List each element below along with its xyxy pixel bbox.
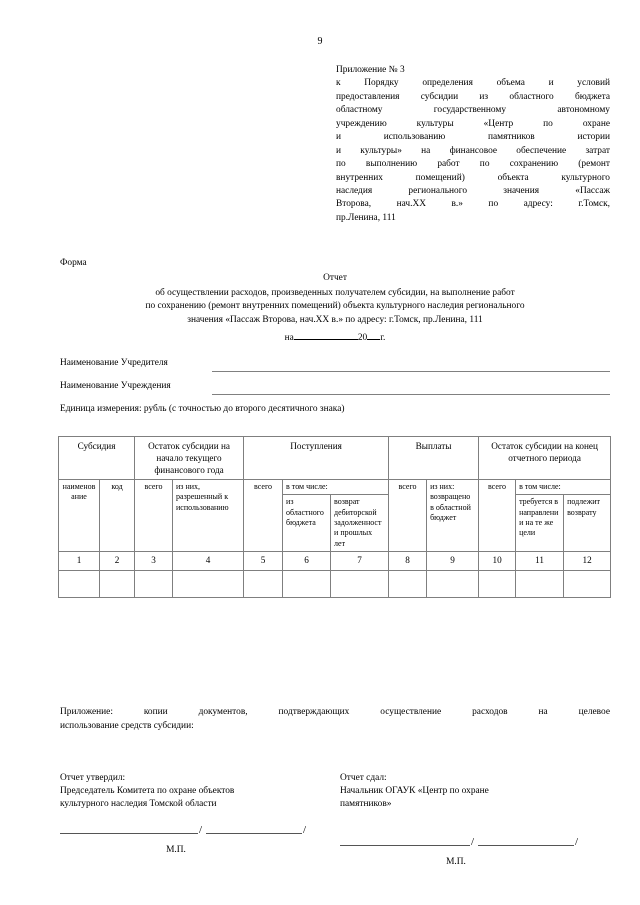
signature-slash-icon: / (303, 824, 307, 837)
appendix-ref-line-11: пр.Ленина, 111 (336, 212, 396, 223)
appendix-ref-line-0: Приложение № 3 (336, 65, 405, 75)
table-cell[interactable] (173, 571, 244, 598)
table-subheader-closing-including: в том числе: (516, 479, 611, 494)
signature-role-submitter-line-1: Начальник ОГАУК «Центр по охране (340, 786, 489, 797)
table-subheader-receipts-total: всего (244, 479, 283, 551)
table-subheader-payments-returned: из них: возвращено в областной бюджет (427, 479, 479, 551)
signature-role-approver-line-1: Председатель Комитета по охране объектов (60, 786, 235, 797)
table-group-header-receipts: Поступления (244, 437, 389, 480)
table-column-number: 5 (244, 552, 283, 571)
date-prefix: на (284, 332, 294, 343)
table-cell[interactable] (283, 571, 331, 598)
signature-role-approver-line-2: культурного наследия Томской области (60, 799, 217, 810)
table-cell[interactable] (516, 571, 564, 598)
report-table-wrapper (58, 436, 610, 598)
table-column-number: 2 (100, 552, 135, 571)
seal-label-approver: М.П. (166, 845, 186, 856)
field-founder-name (60, 358, 610, 369)
table-subheader-from-regional-budget: из областного бюджета (283, 495, 331, 552)
date-year-prefix: 20 (357, 332, 368, 343)
table-column-number: 8 (389, 552, 427, 571)
table-subheader-payments-total: всего (389, 479, 427, 551)
signature-slash-icon: / (199, 824, 203, 837)
appendix-ref-line-7: по выполнению работ по сохранению (ремонт (336, 159, 610, 170)
date-year-blank-field[interactable] (367, 329, 380, 340)
report-title-block (60, 272, 610, 345)
signature-lines-submitter (340, 830, 600, 854)
page-number: 9 (317, 36, 323, 47)
units-note: Единица измерения: рубль (с точностью до второго десятичного знака) (60, 404, 345, 414)
table-subheader-code: код (100, 479, 135, 551)
table-subheader-opening-total: всего (135, 479, 173, 551)
table-subheader-receipts-including: в том числе: (283, 479, 389, 494)
table-subheader-subject-to-return: подлежит возврату (564, 495, 611, 552)
appendix-reference-block (336, 64, 610, 225)
table-subheader-receivables-return: возврат дебиторской задолженности прошлых лет (331, 495, 389, 552)
table-cell[interactable] (479, 571, 516, 598)
table-column-number: 9 (427, 552, 479, 571)
signature-heading-submitter: Отчет сдал: (340, 773, 387, 783)
appendix-ref-line-3: областному государственному автономному (336, 105, 610, 116)
field-institution-name (60, 381, 610, 392)
table-subheader-opening-allowed: из них, разрешенный к использованию (173, 479, 244, 551)
signature-field-approver-signature[interactable] (60, 832, 198, 834)
field-institution-input[interactable] (212, 394, 610, 395)
table-subheader-name: наименование (59, 479, 100, 551)
form-label: Форма (60, 258, 87, 268)
table-cell[interactable] (427, 571, 479, 598)
signature-heading-approver: Отчет утвердил: (60, 773, 126, 783)
report-subtitle-line-0: об осуществлении расходов, произведенных получателем субсидии, на выполнение работ (155, 287, 515, 298)
table-column-number: 10 (479, 552, 516, 571)
table-column-number: 1 (59, 552, 100, 571)
signature-field-approver-name[interactable] (206, 832, 302, 834)
table-cell[interactable] (331, 571, 389, 598)
signature-slash-icon: / (575, 836, 579, 849)
report-table (58, 436, 611, 598)
table-subheader-required-same-purpose: требуется в направлении на те же цели (516, 495, 564, 552)
appendix-note (60, 706, 610, 733)
table-group-header-opening-balance: Остаток субсидии на начало текущего финансового года (135, 437, 244, 480)
table-group-header-payments: Выплаты (389, 437, 479, 480)
table-subheader-closing-total: всего (479, 479, 516, 551)
table-cell[interactable] (59, 571, 100, 598)
appendix-ref-line-4: учреждению культуры «Центр по охране (336, 118, 610, 129)
signature-field-submitter-name[interactable] (478, 844, 574, 846)
signature-block-submitter (340, 772, 600, 870)
field-founder-input[interactable] (212, 371, 610, 372)
signature-lines-approver (60, 818, 320, 842)
table-cell[interactable] (135, 571, 173, 598)
table-column-number: 11 (516, 552, 564, 571)
date-suffix: г. (380, 332, 386, 343)
report-subtitle-line-1: по сохранению (ремонт внутренних помещений) объекта культурного наследия регионального (145, 301, 525, 312)
table-column-number: 3 (135, 552, 173, 571)
table-cell[interactable] (100, 571, 135, 598)
appendix-ref-line-9: наследия регионального значения «Пассаж (336, 185, 610, 196)
date-blank-field[interactable] (294, 329, 358, 340)
table-column-number-row (59, 552, 611, 571)
table-group-header-subsidy: Субсидия (59, 437, 135, 480)
field-founder-label: Наименование Учредителя (60, 358, 168, 368)
seal-label-submitter: М.П. (446, 857, 466, 868)
field-institution-label: Наименование Учреждения (60, 381, 171, 391)
table-column-number: 12 (564, 552, 611, 571)
table-cell[interactable] (244, 571, 283, 598)
appendix-ref-line-6: и культуры» на финансовое обеспечение затрат (336, 145, 610, 156)
page-title: Отчет (323, 273, 347, 283)
appendix-ref-line-1: к Порядку определения объема и условий (336, 78, 610, 89)
table-column-number: 4 (173, 552, 244, 571)
signature-field-submitter-signature[interactable] (340, 844, 470, 846)
signature-role-submitter-line-2: памятников» (340, 799, 392, 810)
table-sub-header-row-1 (59, 479, 611, 494)
table-column-number: 7 (331, 552, 389, 571)
table-cell[interactable] (389, 571, 427, 598)
appendix-ref-line-2: предоставления субсидии из областного бюджета (336, 91, 610, 102)
report-date-line (60, 329, 610, 346)
table-cell[interactable] (564, 571, 611, 598)
table-column-number: 6 (283, 552, 331, 571)
appendix-note-line-1: Приложение: копии документов, подтверждающих осуществление расходов на целевое (60, 707, 610, 717)
table-group-header-closing-balance: Остаток субсидии на конец отчетного периода (479, 437, 611, 480)
table-row[interactable] (59, 571, 611, 598)
signature-slash-icon: / (471, 836, 475, 849)
report-subtitle-line-2: значения «Пассаж Второва, нач.XX в.» по адресу: г.Томск, пр.Ленина, 111 (187, 314, 483, 325)
appendix-note-line-2: использование средств субсидии: (60, 720, 194, 731)
table-group-header-row (59, 437, 611, 480)
appendix-ref-line-10: Второва, нач.XX в.» по адресу: г.Томск, (336, 199, 610, 210)
appendix-ref-line-8: внутренних помещений) объекта культурного (336, 172, 610, 183)
appendix-ref-line-5: и использованию памятников истории (336, 132, 610, 143)
signature-block-approver (60, 772, 320, 858)
